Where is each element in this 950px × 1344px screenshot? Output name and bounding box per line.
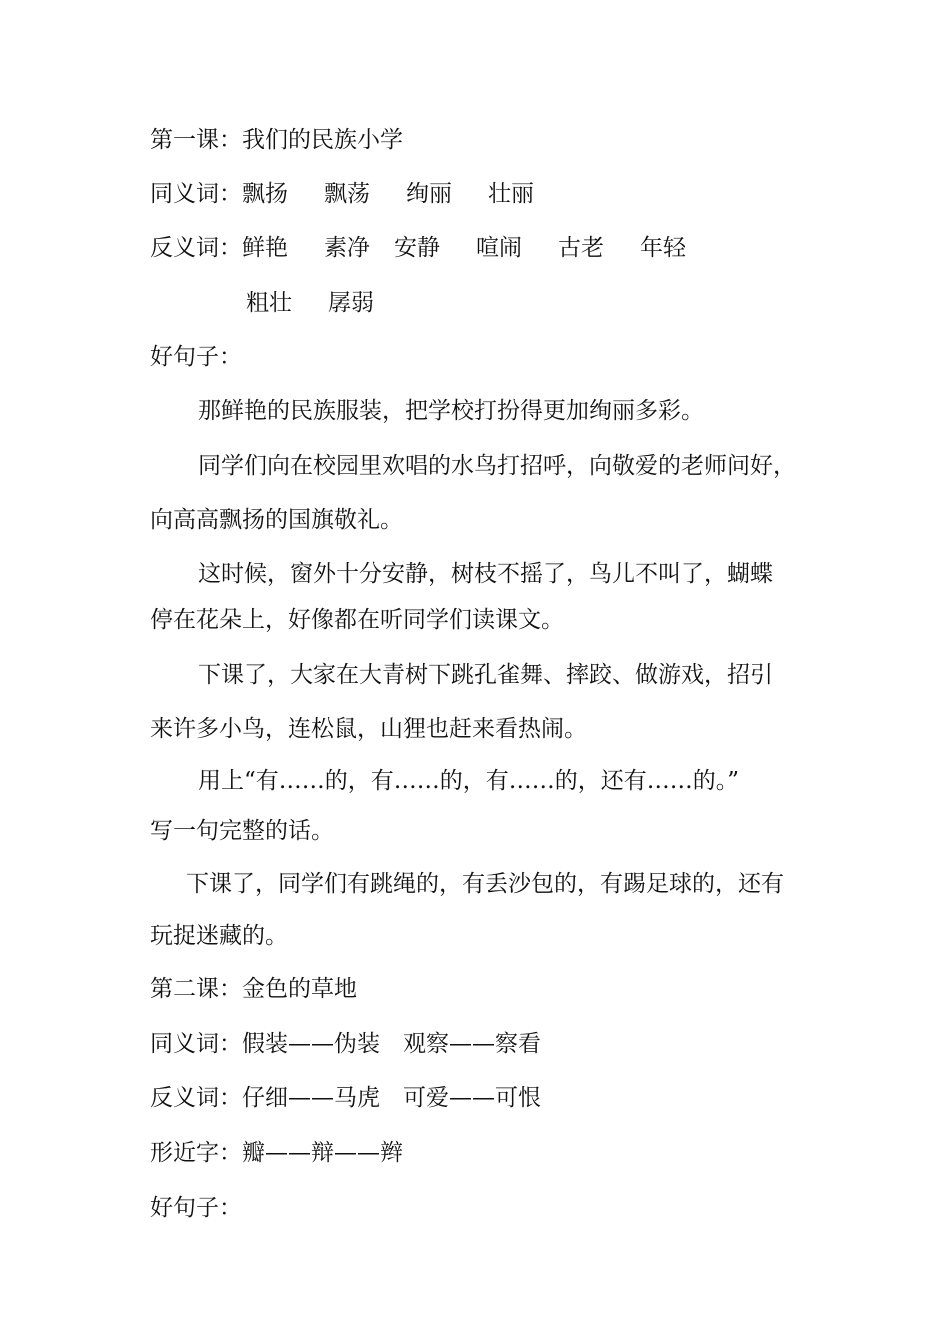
lesson1-title: 第一课：我们的民族小学: [150, 127, 403, 153]
lesson2-synonyms: 同义词：假装——伪装 观察——察看: [150, 1031, 541, 1057]
antonym-word: 孱弱: [328, 290, 374, 316]
sentence-line: 这时候，窗外十分安静，树枝不摇了，鸟儿不叫了，蝴蝶: [198, 561, 773, 587]
synonyms-label: 同义词：: [150, 181, 242, 207]
sentence-line: 停在花朵上，好像都在听同学们读课文。: [150, 607, 564, 633]
synonym-word: 绚丽: [406, 181, 452, 207]
lesson2-antonyms: 反义词：仔细——马虎 可爱——可恨: [150, 1085, 541, 1111]
synonym-word: 壮丽: [488, 181, 534, 207]
good-sentences-label: 好句子：: [150, 344, 242, 370]
antonym-word: 素净: [324, 235, 370, 261]
sentence-line: 玩捉迷藏的。: [150, 923, 288, 949]
lesson2-title: 第二课：金色的草地: [150, 976, 357, 1002]
synonym-word: 飘荡: [324, 181, 370, 207]
lesson1-antonyms-row: [150, 233, 810, 263]
antonym-word: 喧闹: [476, 235, 522, 261]
lesson1-antonyms-row-2: [246, 288, 906, 318]
antonym-word: 年轻: [640, 235, 686, 261]
lesson2-similar-chars: 形近字：瓣——辩——辫: [150, 1140, 403, 1166]
lesson1-synonyms-row: [150, 179, 810, 209]
sentence-line: 写一句完整的话。: [150, 818, 334, 844]
antonym-word: 古老: [558, 235, 604, 261]
sentence-line: 下课了，大家在大青树下跳孔雀舞、摔跤、做游戏，招引: [198, 662, 773, 688]
sentence-line: 用上“有……的，有……的，有……的，还有……的。”: [198, 768, 740, 794]
sentence-line: 向高高飘扬的国旗敬礼。: [150, 507, 403, 533]
synonym-word: 飘扬: [242, 181, 288, 207]
sentence-line: 那鲜艳的民族服装，把学校打扮得更加绚丽多彩。: [198, 398, 704, 424]
sentence-line: 来许多小鸟，连松鼠，山狸也赶来看热闹。: [150, 716, 587, 742]
sentence-line: 下课了，同学们有跳绳的，有丢沙包的，有踢足球的，还有: [186, 871, 784, 897]
antonyms-label: 反义词：: [150, 235, 242, 261]
antonym-word: 安静: [394, 235, 440, 261]
sentence-line: 同学们向在校园里欢唱的水鸟打招呼，向敬爱的老师问好，: [198, 453, 796, 479]
lesson2-good-sentences-label: 好句子：: [150, 1195, 242, 1221]
antonym-word: 粗壮: [246, 290, 292, 316]
antonym-word: 鲜艳: [242, 235, 288, 261]
